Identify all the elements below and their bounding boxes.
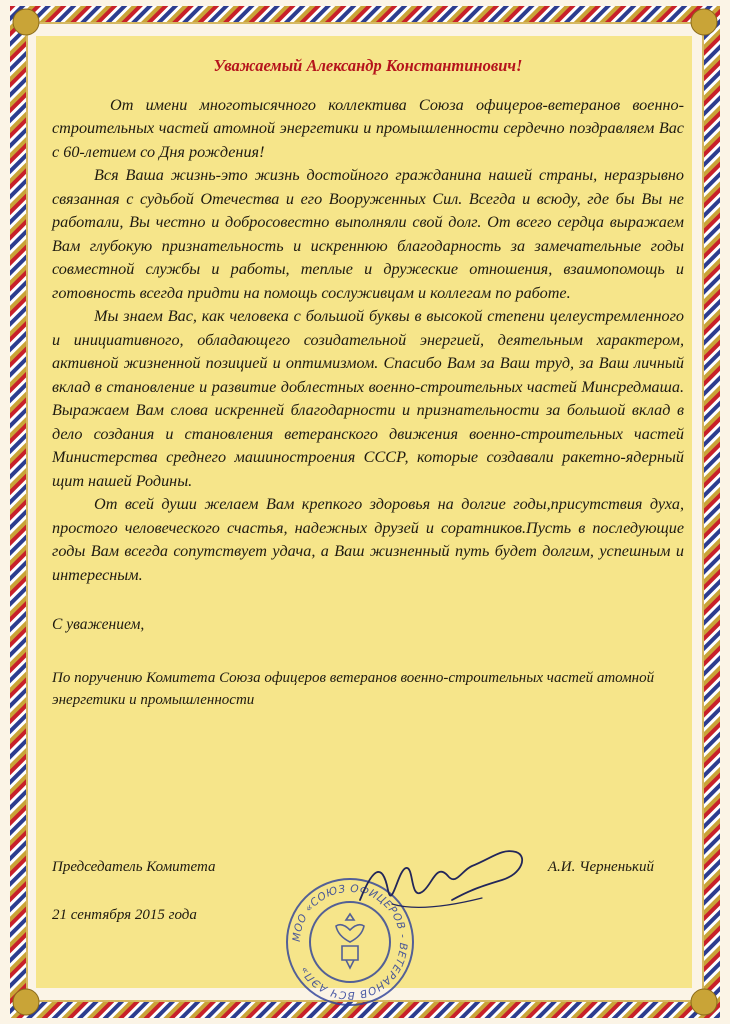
signatory-name: А.И. Черненький [547,859,654,875]
letter-date: 21 сентября 2015 года [52,907,197,923]
stamp-ring-text: МОО «СОЮЗ ОФИЦЕРОВ - ВЕТЕРАНОВ ВСЧ АЭП» [290,882,410,1002]
handwritten-signature [352,840,542,920]
paragraph-life: Вся Ваша жизнь-это жизнь достойного гражданина нашей страны, неразрывно связанная с судьбой Отечества и его Вооруженных Сил. Всегда и всюду, где бы Вы не работали, Вы честно и добросовестно выполняли свой долг. От всего сердца выражаем Вам глубокую признательность и искреннюю благодарность за замечательные годы совместной службы и работы, теплые и дружеские отношения, взаимопомощь и готовность всегда придти на помощь сослуживцам и коллегам по работе. [52,166,684,302]
eagle-emblem-icon [336,914,364,968]
letter-body [52,52,684,1002]
commission-note: По поручению Комитета Союза офицеров ветеранов военно-строительных частей атомной энергетики и промышленности [52,669,655,708]
paragraph-greeting: От имени многотысячного коллектива Союза офицеров-ветеранов военно-строительных частей атомной энергетики и промышленности сердечно поздравляем Вас с 60-летием со Дня рождения! [52,95,684,161]
closing-line: С уважением, [52,616,145,633]
paragraph-gratitude: Мы знаем Вас, как человека с большой буквы в высокой степени целеустремленного и инициативного, обладающего созидательной энергией, деятельным характером, активной жизненной позицией и оптимизмом. Спасибо Вам за Ваш труд, за Ваш личный вклад в становление и развитие доблестных военно-строительных частей Минсредмаша. Выражаем Вам слова искренней благодарности и признательности за большой вклад в дело создания и становления ветеранского движения военно-строительных частей Министерства среднего машиностроения СССР, которые создавали ракетно-ядерный щит нашей Родины. [52,307,684,490]
signatory-title: Председатель Комитета [52,859,216,875]
paragraph-wishes: От всей души желаем Вам крепкого здоровья на долгие годы,присутствия духа, простого человеческого счастья, надежных друзей и соратников.Пусть в последующие годы Вам всегда сопутствует удача, а Ваш жизненный путь будет долгим, успешным и интересным. [52,495,684,584]
salutation: Уважаемый Александр Константинович! [213,56,523,75]
